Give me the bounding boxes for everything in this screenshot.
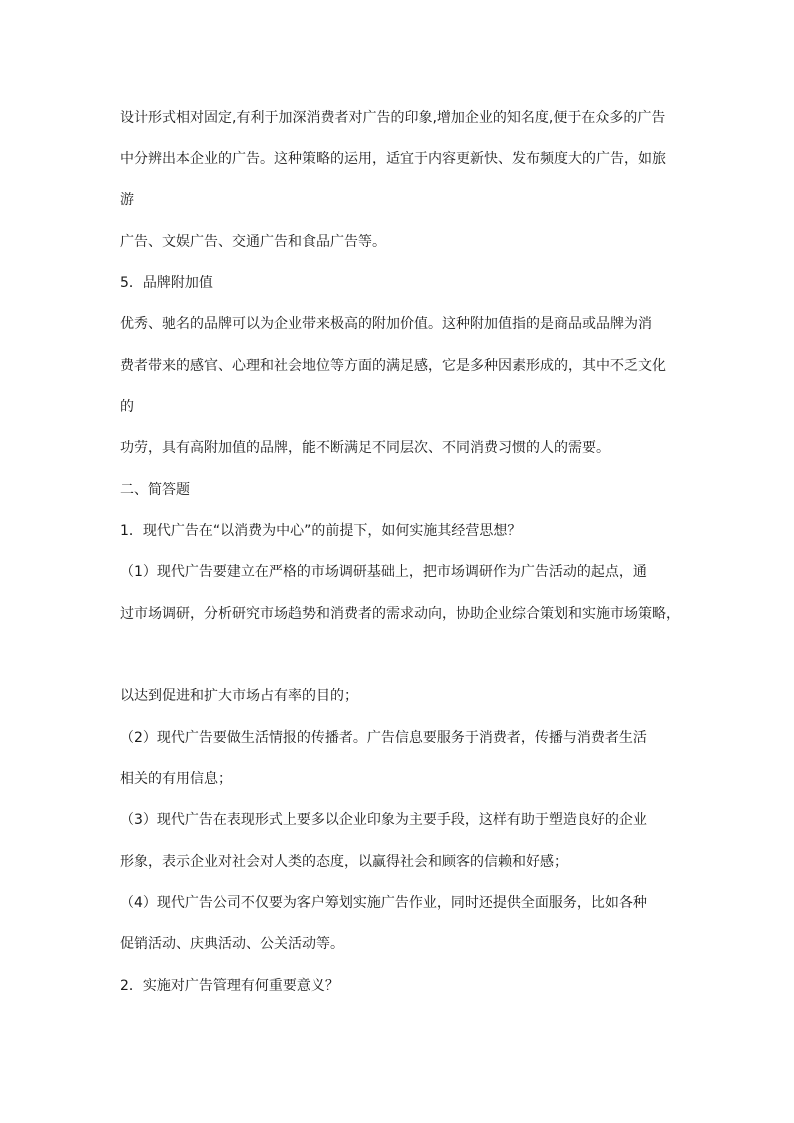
paragraph-line: 优秀、驰名的品牌可以为企业带来极高的附加价值。这种附加值指的是商品或品牌为消 [120,316,652,332]
paragraph-line: 中分辨出本企业的广告。这种策略的运用，适宜于内容更新快、发布频度大的广告，如旅 [120,151,666,167]
paragraph-line: 费者带来的感官、心理和社会地位等方面的满足感，它是多种因素形成的，其中不乏文化 [120,358,666,374]
answer-line: （4）现代广告公司不仅要为客户筹划实施广告作业，同时还提供全面服务，比如各种 [120,895,647,911]
answer-line: 过市场调研，分析研究市场趋势和消费者的需求动向，协助企业综合策划和实施市场策略， [120,606,680,622]
section-heading: 5．品牌附加值 [120,275,213,291]
paragraph-line: 功劳，具有高附加值的品牌，能不断满足不同层次、不同消费习惯的人的需要。 [120,440,610,456]
answer-line: 形象，表示企业对社会对人类的态度，以赢得社会和顾客的信赖和好感； [120,854,568,870]
paragraph-line: 广告、文娱广告、交通广告和食品广告等。 [120,234,386,250]
answer-line: （1）现代广告要建立在严格的市场调研基础上，把市场调研作为广告活动的起点，通 [120,564,647,580]
section-heading: 二、简答题 [120,482,190,498]
answer-line: 相关的有用信息； [120,771,232,787]
answer-line: （2）现代广告要做生活情报的传播者。广告信息要服务于消费者，传播与消费者生活 [120,730,647,746]
paragraph-line: 的 [120,399,134,415]
paragraph-line: 设计形式相对固定,有利于加深消费者对广告的印象,增加企业的知名度,便于在众多的广告 [120,110,666,126]
answer-line: 以达到促进和扩大市场占有率的目的； [120,688,358,704]
answer-line: 促销活动、庆典活动、公关活动等。 [120,936,344,952]
question-heading: 1．现代广告在“以消费为中心”的前提下，如何实施其经营思想？ [120,523,522,539]
paragraph-line: 游 [120,192,134,208]
answer-line: （3）现代广告在表现形式上要多以企业印象为主要手段，这样有助于塑造良好的企业 [120,812,647,828]
question-heading: 2．实施对广告管理有何重要意义？ [120,978,339,994]
